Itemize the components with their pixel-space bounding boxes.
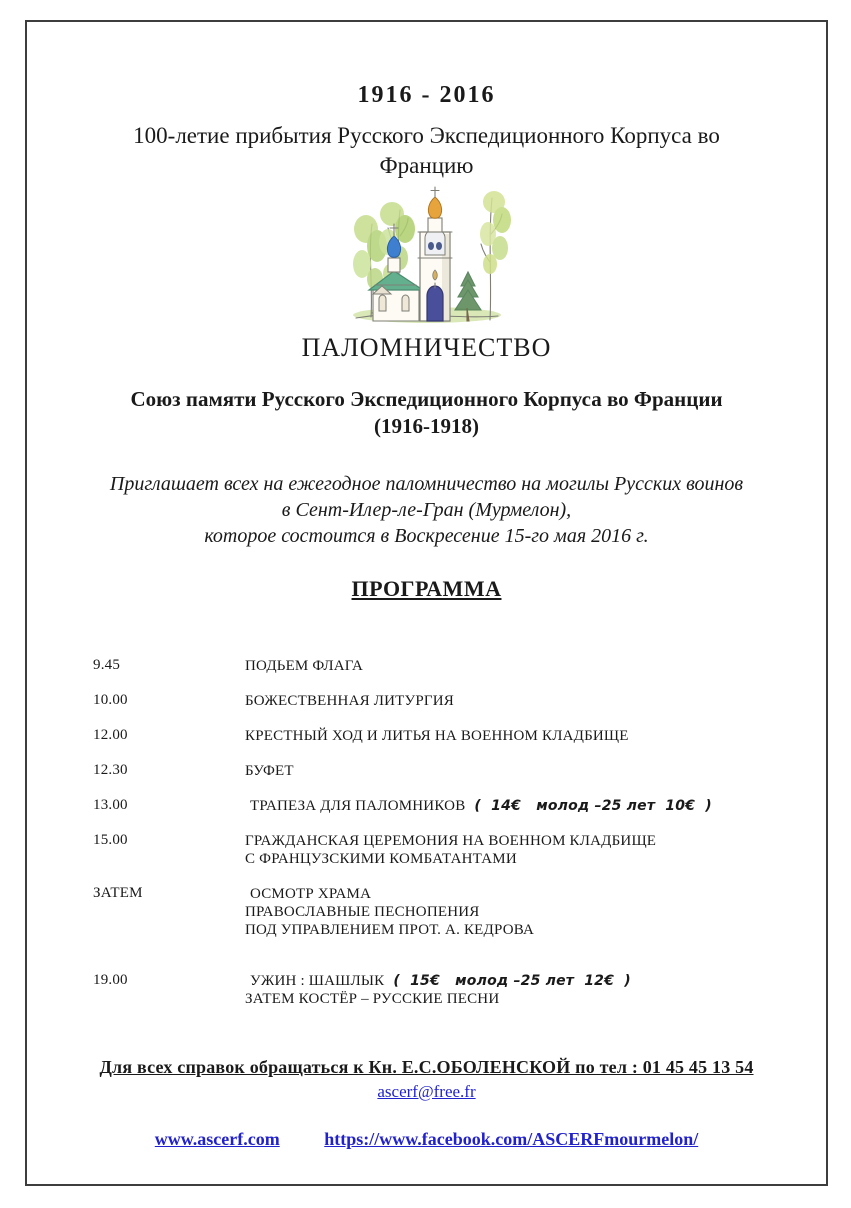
schedule-time: 10.00 [93, 692, 128, 708]
schedule-row-1900 [93, 972, 826, 1008]
schedule-time: 15.00 [93, 832, 128, 848]
schedule-row-1230 [93, 762, 826, 780]
subtitle [27, 121, 826, 181]
organization-line2: (1916-1918) [374, 414, 479, 438]
email-link[interactable]: ascerf@free.fr [377, 1082, 476, 1101]
pilgrimage-heading: ПАЛОМНИЧЕСТВО [301, 333, 552, 362]
invitation-text [27, 471, 826, 549]
invitation-line1: Приглашает всех на ежегодное паломничество на могилы Русских воинов [109, 473, 744, 495]
church-illustration-icon [342, 184, 512, 324]
footer [27, 1057, 826, 1150]
schedule-description: БУФЕТ [245, 763, 294, 779]
schedule-description: ОСМОТР ХРАМА ПРАВОСЛАВНЫЕ ПЕСНОПЕНИЯ ПОД УПРАВЛЕНИЕМ ПРОТ. А. КЕДРОВА [245, 886, 535, 938]
schedule-row-zatem [93, 885, 826, 939]
page-content [27, 22, 826, 1184]
schedule-row-1000 [93, 692, 826, 710]
invitation-line2: в Сент-Илер-ле-Гран (Мурмелон), [281, 499, 572, 521]
schedule-description: УЖИН : ШАШЛЫК ( 15€ молод –25 лет 12€ ) ЗАТЕМ КОСТЁР – РУССКИЕ ПЕСНИ [245, 973, 631, 1007]
invitation-line3: которое состоится в Воскресение 15-го мая 2016 г. [204, 525, 649, 547]
price-note: ( 14€ молод –25 лет 10€ ) [474, 798, 712, 814]
schedule-row-1500 [93, 832, 826, 868]
illustration-wrap [27, 184, 826, 326]
schedule-description: КРЕСТНЫЙ ХОД И ЛИТЬЯ НА ВОЕННОМ КЛАДБИЩЕ [245, 728, 629, 744]
organization-line1: Союз памяти Русского Экспедиционного Корпуса во Франции [130, 387, 723, 411]
schedule-row-945 [93, 657, 826, 675]
schedule-description: БОЖЕСТВЕННАЯ ЛИТУРГИЯ [245, 693, 454, 709]
program-heading: ПРОГРАММА [351, 576, 502, 601]
schedule-time: 9.45 [93, 657, 121, 673]
schedule-time: ЗАТЕМ [93, 885, 143, 901]
organization-name [27, 386, 826, 440]
email-line [27, 1082, 826, 1102]
program-schedule [27, 657, 826, 1008]
schedule-description [245, 797, 826, 815]
schedule-time: 13.00 [93, 797, 128, 813]
schedule-time: 12.00 [93, 727, 128, 743]
contact-line: Для всех справок обращаться к Кн. Е.С.ОБОЛЕНСКОЙ по тел : 01 45 45 13 54 [99, 1057, 754, 1077]
subtitle-line2: Францию [379, 153, 474, 178]
schedule-description: ПОДЬЕМ ФЛАГА [245, 658, 364, 674]
schedule-time: 19.00 [93, 972, 128, 988]
schedule-activity: УЖИН : ШАШЛЫК [250, 973, 385, 989]
schedule-time: 12.30 [93, 762, 128, 778]
title-years: 1916 - 2016 [357, 82, 496, 108]
facebook-link[interactable]: https://www.facebook.com/ASCERFmourmelon/ [324, 1129, 699, 1149]
schedule-activity: ТРАПЕЗА ДЛЯ ПАЛОМНИКОВ [250, 798, 466, 814]
subtitle-line1: 100-летие прибытия Русского Экспедиционного Корпуса во [133, 123, 720, 148]
schedule-row-1200 [93, 727, 826, 745]
schedule-description: ГРАЖДАНСКАЯ ЦЕРЕМОНИЯ НА ВОЕННОМ КЛАДБИЩЕ С ФРАНЦУЗСКИМИ КОМБАТАНТАМИ [245, 833, 657, 867]
website-link[interactable]: www.ascerf.com [154, 1129, 280, 1149]
links-row [27, 1129, 826, 1150]
price-note: ( 15€ молод –25 лет 12€ ) [393, 973, 631, 989]
schedule-row-1300 [93, 797, 826, 815]
